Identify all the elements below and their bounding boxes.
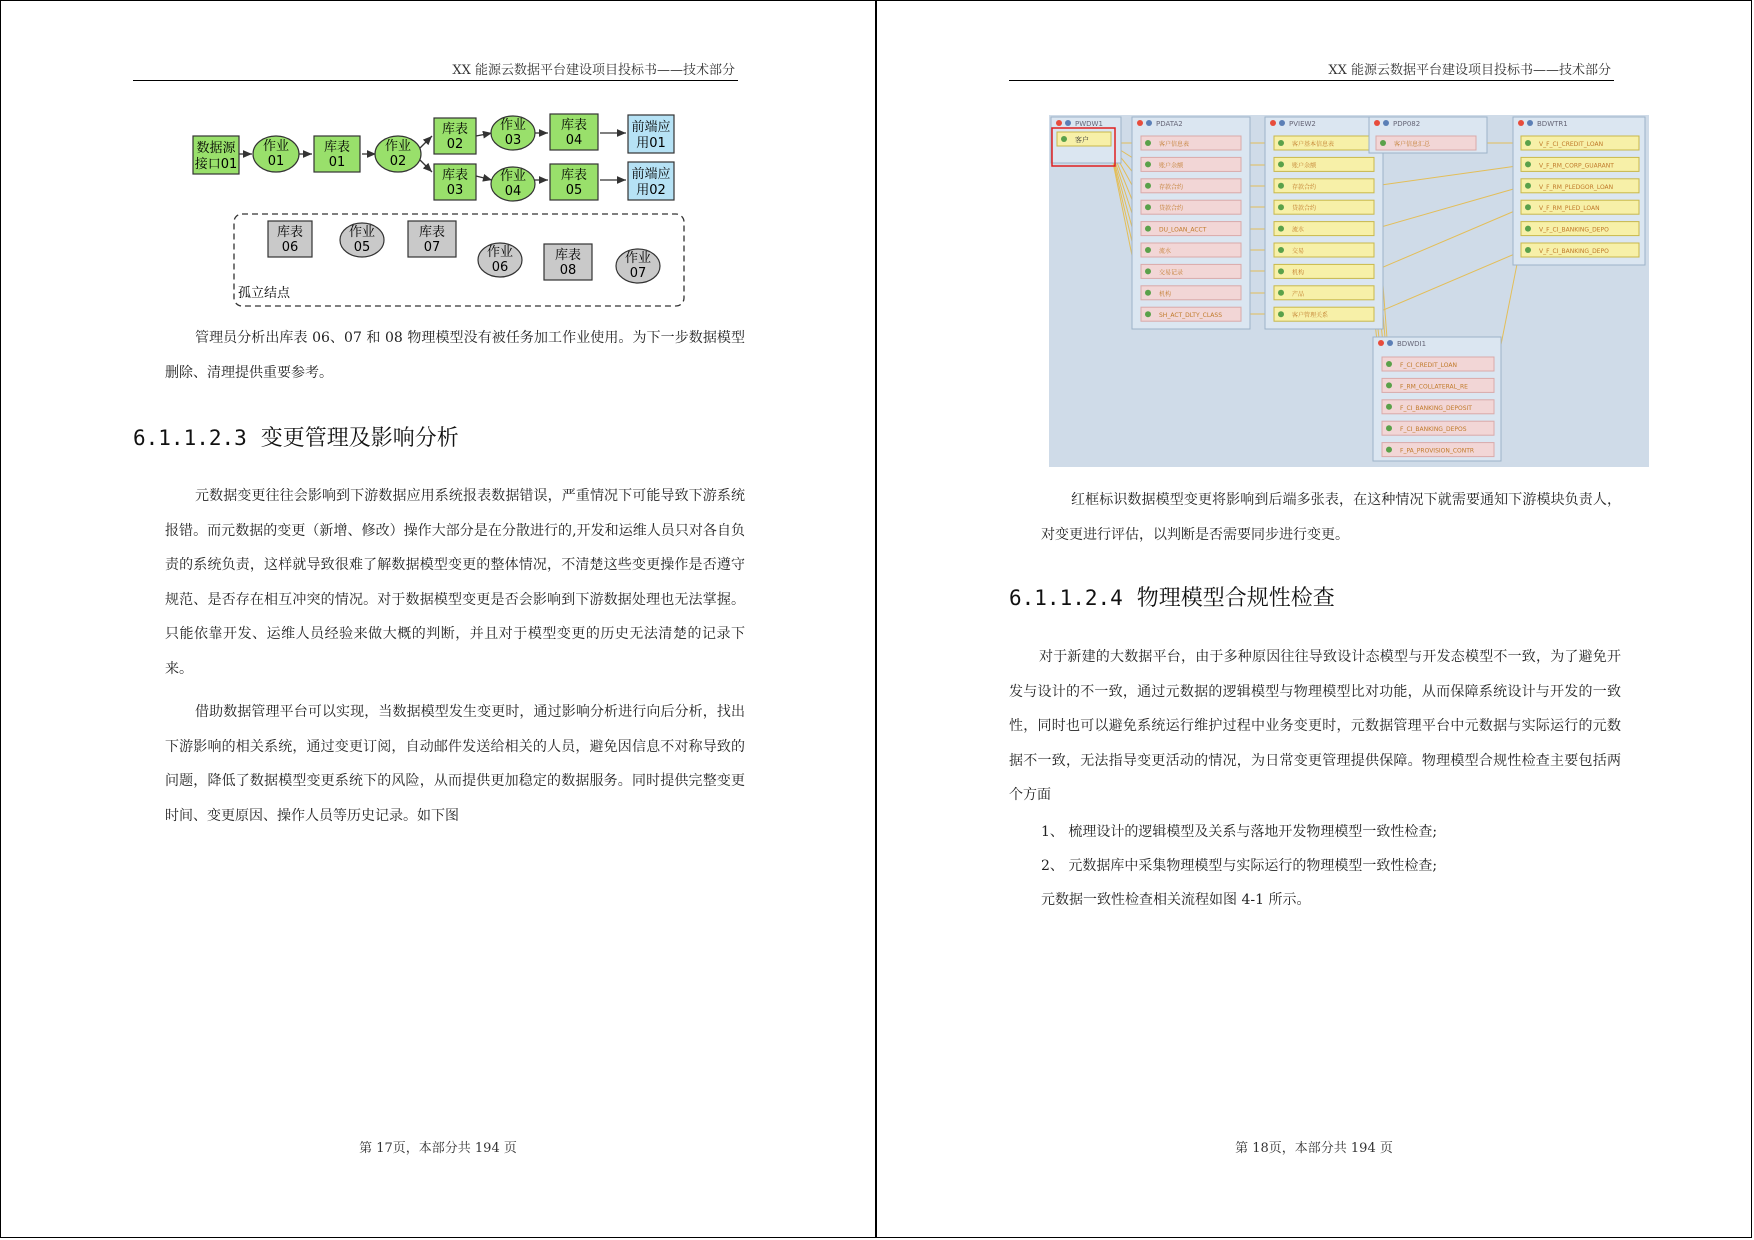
screenshot-table-node [1521, 179, 1639, 193]
svg-text:07: 07 [629, 266, 647, 281]
screenshot-table-node [1382, 378, 1494, 392]
svg-text:DU_LOAN_ACCT: DU_LOAN_ACCT [1159, 226, 1207, 234]
svg-text:F_PA_PROVISION_CONTR: F_PA_PROVISION_CONTR [1400, 447, 1475, 455]
node-job-04 [491, 167, 535, 201]
svg-text:流水: 流水 [1159, 248, 1172, 255]
screenshot-table-node [1521, 136, 1639, 150]
svg-text:BDWTR1: BDWTR1 [1537, 120, 1568, 128]
group-bdwdi1 [1373, 337, 1501, 461]
label-line2: 接口01 [194, 157, 238, 172]
svg-text:用01: 用01 [636, 136, 666, 151]
screenshot-table-node [1141, 222, 1241, 236]
svg-text:03: 03 [504, 133, 522, 148]
svg-text:V_F_CI_BANKING_DEPO: V_F_CI_BANKING_DEPO [1539, 226, 1609, 234]
svg-text:存款合约: 存款合约 [1159, 183, 1184, 191]
screenshot-table-node [1141, 157, 1241, 171]
screenshot-table-node [1382, 400, 1494, 414]
svg-text:V_F_CI_BANKING_DEPO: V_F_CI_BANKING_DEPO [1539, 248, 1609, 255]
section-heading-change-management [133, 421, 459, 452]
screenshot-table-node [1141, 179, 1241, 193]
paragraph-compliance-intro: 对于新建的大数据平台，由于多种原因往往导致设计态模型与开发态模型不一致，为了避免开发与设计的不一致，通过元数据的逻辑模型与物理模型比对功能，从而保障系统设计与开发的一致性，同时也可以避免系统运行维护过程中业务变更时，元数据管理平台中元数据与实际运行的元数据不一致，无法指导变更活动的情况，为日常变更管理提供保障。物理模型合规性检查主要包括两个方面 [1009, 649, 1621, 803]
group-pwdw1 [1051, 117, 1121, 166]
svg-text:客户信息表: 客户信息表 [1159, 141, 1190, 148]
svg-text:作业: 作业 [499, 118, 527, 133]
svg-text:库表: 库表 [441, 122, 469, 137]
svg-text:贷款合约: 贷款合约 [1159, 205, 1184, 213]
paragraph-change-impact: 元数据变更往往会影响到下游数据应用系统报表数据错误，严重情况下可能导致下游系统报错。而元数据的变更（新增、修改）操作大部分是在分散进行的,开发和运维人员只对各自负责的系统负责，这样就导致很难了解数据模型变更的整体情况，不清楚这些变更操作是否遵守规范、是否存在相互冲突的情况。对于数据模型变更是否会影响到下游数据处理也无法掌握。只能依靠开发、运维人员经验来做大概的判断，并且对于模型变更的历史无法清楚的记录下来。 [165, 488, 745, 677]
screenshot-table-node [1141, 307, 1241, 321]
node-frontend-app-02 [628, 162, 674, 200]
section-title: 物理模型合规性检查 [1136, 586, 1335, 611]
section-heading-compliance-check [1009, 581, 1335, 612]
svg-text:01: 01 [328, 155, 346, 170]
paragraph-platform-solution: 借助数据管理平台可以实现，当数据模型发生变更时，通过影响分析进行向后分析，找出下游影响的相关系统，通过变更订阅，自动邮件发送给相关的人员，避免因信息不对称导致的问题，降低了数据模型变更系统下的风险，从而提供更加稳定的数据服务。同时提供完整变更时间、变更原因、操作人员等历史记录。如下图 [165, 704, 745, 824]
page-header: XX 能源云数据平台建设项目投标书——技术部分 [452, 63, 735, 78]
screenshot-table-node [1274, 157, 1374, 171]
screenshot-table-node [1141, 200, 1241, 214]
page-footer: 第 17页，本部分共 194 页 [359, 1141, 517, 1156]
screenshot-table-node [1274, 307, 1374, 321]
svg-text:交易: 交易 [1292, 248, 1305, 255]
svg-text:库表: 库表 [276, 225, 304, 240]
screenshot-table-node [1274, 200, 1374, 214]
svg-text:08: 08 [559, 263, 577, 278]
svg-text:产品: 产品 [1292, 290, 1305, 298]
svg-text:库表: 库表 [554, 248, 582, 263]
svg-text:V_F_RM_PLEDGOR_LOAN: V_F_RM_PLEDGOR_LOAN [1539, 183, 1614, 191]
svg-text:05: 05 [565, 183, 583, 198]
list-item-1: 1、 梳理设计的逻辑模型及关系与落地开发物理模型一致性检查; [1041, 824, 1438, 840]
screenshot-table-node [1382, 421, 1494, 435]
node-job-02 [375, 136, 421, 172]
svg-text:库表: 库表 [441, 168, 469, 183]
paragraph-isolated-analysis: 管理员分析出库表 06、07 和 08 物理模型没有被任务加工作业使用。为下一步数据模型删除、清理提供重要参考。 [165, 330, 745, 381]
screenshot-table-node [1141, 286, 1241, 300]
svg-text:06: 06 [281, 240, 299, 255]
isolated-nodes-label: 孤立结点 [238, 286, 291, 301]
node-table-06 [268, 221, 312, 257]
header-rule [133, 80, 738, 81]
screenshot-table-node [1274, 179, 1374, 193]
svg-text:PWDW1: PWDW1 [1075, 120, 1103, 128]
section-number: 6.1.1.2.4 [1009, 586, 1123, 610]
node-table-08 [544, 244, 592, 280]
group-pview2 [1265, 117, 1383, 329]
svg-text:流水: 流水 [1292, 226, 1305, 234]
node-job-07 [616, 249, 660, 283]
node-table-04 [550, 114, 598, 150]
svg-text:PDP082: PDP082 [1393, 120, 1421, 128]
section-number: 6.1.1.2.3 [133, 426, 247, 450]
screenshot-table-node [1382, 357, 1494, 371]
svg-text:前端应: 前端应 [631, 167, 671, 182]
node-table-07 [408, 221, 456, 257]
svg-text:库表: 库表 [418, 225, 446, 240]
lineage-flow-diagram [186, 106, 746, 311]
svg-text:F_CI_BANKING_DEPOS: F_CI_BANKING_DEPOS [1400, 426, 1467, 434]
svg-text:贷款合约: 贷款合约 [1292, 205, 1317, 213]
svg-text:作业: 作业 [348, 225, 376, 240]
svg-text:V_F_RM_CORP_GUARANT: V_F_RM_CORP_GUARANT [1539, 162, 1614, 170]
svg-text:F_CI_CREDIT_LOAN: F_CI_CREDIT_LOAN [1400, 362, 1457, 369]
svg-text:SH_ACT_DLTY_CLASS: SH_ACT_DLTY_CLASS [1159, 312, 1223, 320]
svg-text:02: 02 [389, 154, 407, 169]
screenshot-table-node [1141, 264, 1241, 278]
screenshot-table-node [1274, 243, 1374, 257]
node-table-02 [434, 118, 476, 154]
group-pdata2 [1132, 117, 1250, 329]
node-job-03 [491, 116, 535, 150]
svg-text:05: 05 [353, 240, 371, 255]
svg-text:01: 01 [267, 154, 285, 169]
page-footer: 第 18页，本部分共 194 页 [1235, 1141, 1393, 1156]
svg-text:客户: 客户 [1075, 136, 1089, 144]
screenshot-table-node [1376, 136, 1476, 150]
screenshot-table-node [1141, 136, 1241, 150]
svg-text:存款合约: 存款合约 [1292, 183, 1317, 191]
svg-text:机构: 机构 [1159, 290, 1172, 298]
list-item-2: 2、 元数据库中采集物理模型与实际运行的物理模型一致性检查; [1041, 858, 1438, 874]
svg-text:库表: 库表 [560, 168, 588, 183]
svg-text:02: 02 [446, 137, 464, 152]
svg-text:作业: 作业 [384, 139, 412, 154]
svg-text:库表: 库表 [323, 140, 351, 155]
paragraph-flow-reference: 元数据一致性检查相关流程如图 4-1 所示。 [1041, 892, 1311, 908]
paragraph-red-box-explanation: 红框标识数据模型变更将影响到后端多张表，在这种情况下就需要通知下游模块负责人，对变更进行评估，以判断是否需要同步进行变更。 [1041, 492, 1621, 543]
svg-text:用02: 用02 [636, 183, 666, 198]
svg-text:账户余额: 账户余额 [1292, 162, 1317, 170]
screenshot-table-node [1521, 200, 1639, 214]
node-source-interface [193, 136, 239, 174]
svg-text:作业: 作业 [499, 169, 527, 184]
node-job-06 [478, 243, 522, 277]
svg-text:06: 06 [491, 260, 509, 275]
screenshot-table-node [1274, 286, 1374, 300]
document-page-right [876, 0, 1752, 1238]
svg-text:作业: 作业 [262, 139, 290, 154]
screenshot-table-node [1382, 443, 1494, 457]
screenshot-table-node [1274, 222, 1374, 236]
svg-text:V_F_CI_CREDIT_LOAN: V_F_CI_CREDIT_LOAN [1539, 141, 1604, 148]
svg-text:库表: 库表 [560, 118, 588, 133]
svg-text:客户管理关系: 客户管理关系 [1292, 312, 1329, 320]
svg-text:F_RM_COLLATERAL_RE: F_RM_COLLATERAL_RE [1400, 383, 1468, 391]
svg-text:机构: 机构 [1292, 269, 1305, 277]
impact-analysis-screenshot [1049, 115, 1649, 467]
section-title: 变更管理及影响分析 [260, 426, 459, 451]
screenshot-table-node [1521, 222, 1639, 236]
screenshot-table-node [1274, 264, 1374, 278]
svg-text:F_CI_BANKING_DEPOSIT: F_CI_BANKING_DEPOSIT [1400, 404, 1472, 412]
svg-text:04: 04 [565, 133, 583, 148]
node-job-01 [253, 136, 299, 172]
node-job-05 [340, 223, 384, 257]
svg-text:作业: 作业 [486, 245, 514, 260]
svg-text:BDWDI1: BDWDI1 [1397, 340, 1427, 348]
screenshot-table-node [1274, 136, 1374, 150]
svg-text:作业: 作业 [624, 251, 652, 266]
screenshot-table-node [1141, 243, 1241, 257]
svg-text:03: 03 [446, 183, 464, 198]
group-bdwtr1 [1513, 117, 1645, 265]
svg-text:前端应: 前端应 [631, 120, 671, 135]
svg-text:PDATA2: PDATA2 [1156, 120, 1183, 128]
svg-text:交易记录: 交易记录 [1159, 269, 1184, 277]
svg-text:PVIEW2: PVIEW2 [1289, 120, 1316, 128]
label-line1: 数据源 [196, 141, 236, 156]
svg-text:07: 07 [423, 240, 441, 255]
node-frontend-app-01 [628, 115, 674, 153]
node-table-05 [550, 164, 598, 200]
header-rule [1009, 80, 1614, 81]
svg-text:V_F_RM_PLED_LOAN: V_F_RM_PLED_LOAN [1539, 205, 1600, 213]
document-page-left [0, 0, 876, 1238]
svg-text:客户信息汇总: 客户信息汇总 [1394, 141, 1431, 148]
screenshot-table-node [1521, 157, 1639, 171]
node-table-03 [434, 164, 476, 200]
node-table-01 [314, 136, 360, 172]
screenshot-table-node [1521, 243, 1639, 257]
group-pdp082 [1369, 117, 1487, 153]
page-header: XX 能源云数据平台建设项目投标书——技术部分 [1328, 63, 1611, 78]
svg-text:04: 04 [504, 184, 522, 199]
svg-text:客户基本信息表: 客户基本信息表 [1292, 141, 1335, 148]
svg-text:账户余额: 账户余额 [1159, 162, 1184, 170]
